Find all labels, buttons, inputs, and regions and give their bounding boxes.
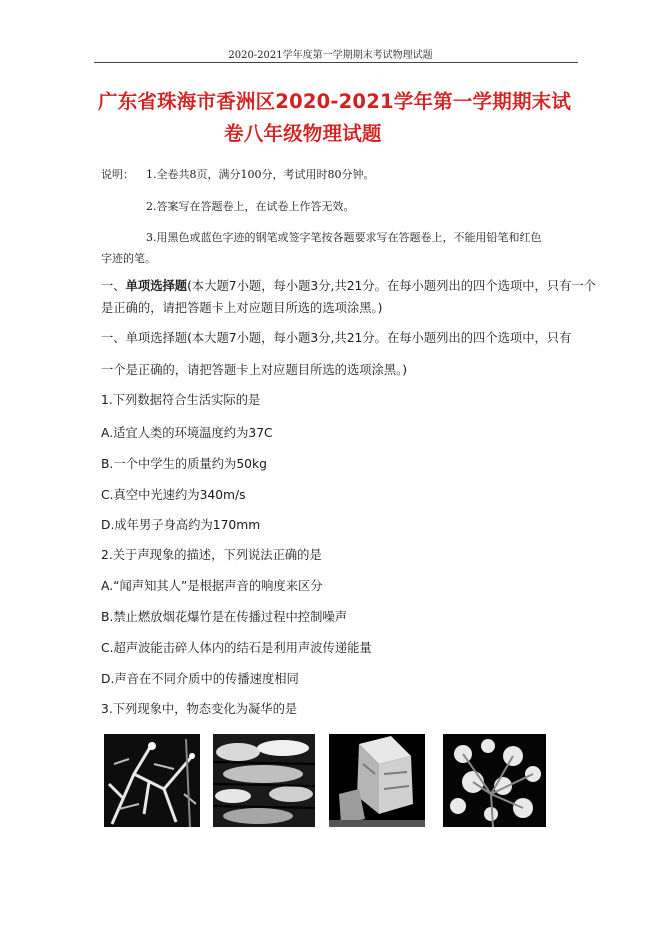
section-heading: [101, 276, 596, 294]
notes-label: 说明：: [101, 168, 134, 181]
exam-title-line-2: 卷八年级物理试题: [224, 122, 382, 145]
ice-cube-photo: [329, 734, 425, 827]
question-1-option-c: C.真空中光速约为340m/s: [101, 488, 246, 502]
question-3-stem: 3.下列现象中，物态变化为凝华的是: [101, 702, 298, 716]
exam-title-line-1: 广东省珠海市香洲区2020-2021学年第一学期期末试: [98, 90, 572, 113]
header-divider: [94, 62, 578, 63]
question-1-option-b: B.一个中学生的质量约为50kg: [101, 457, 267, 471]
question-2-option-d: D.声音在不同介质中的传播速度相同: [101, 672, 299, 686]
note-2: 2.答案写在答题卷上，在试卷上作答无效。: [146, 200, 355, 213]
note-3-line-2: 字迹的笔。: [101, 252, 156, 265]
question-1-option-a: A.适宜人类的环境温度约为37C: [101, 426, 273, 440]
section-heading-repeat-line-2: 一个是正确的，请把答题卡上对应题目所选的选项涂黑。): [101, 363, 408, 377]
frost-branch-photo: [104, 734, 200, 827]
note-3-line-1: 3.用黑色或蓝色字迹的钢笔或签字笔按各题要求写在答题卷上，不能用铅笔和红色: [146, 231, 542, 244]
question-2-option-b: B.禁止燃放烟花爆竹是在传播过程中控制噪声: [101, 610, 347, 624]
question-2-option-a: A.“闻声知其人”是根据声音的响度来区分: [101, 579, 323, 593]
note-1: 1.全卷共8页，满分100分，考试用时80分钟。: [146, 168, 375, 181]
rime-plant-photo: [443, 734, 546, 827]
question-1-option-d: D.成年男子身高约为170mm: [101, 518, 261, 532]
section-heading-line-2: 是正确的，请把答题卡上对应题目所选的选项涂黑。): [101, 301, 383, 315]
running-header: 2020-2021学年度第一学期期末考试物理试题: [228, 50, 433, 61]
melting-ice-photo: [213, 734, 315, 827]
section-heading-repeat-line-1: 一、单项选择题(本大题7小题，每小题3分,共21分。在每小题列出的四个选项中，只有: [101, 331, 572, 345]
section-type-bold: 单项选择题: [125, 279, 188, 293]
question-1-stem: 1.下列数据符合生活实际的是: [101, 393, 261, 407]
section-instructions: (本大题7小题，每小题3分,共21分。在每小题列出的四个选项中，只有一个: [187, 279, 597, 293]
question-2-option-c: C.超声波能击碎人体内的结石是利用声波传递能量: [101, 641, 372, 655]
section-prefix: 一、: [101, 279, 126, 293]
question-2-stem: 2.关于声现象的描述，下列说法正确的是: [101, 548, 322, 562]
